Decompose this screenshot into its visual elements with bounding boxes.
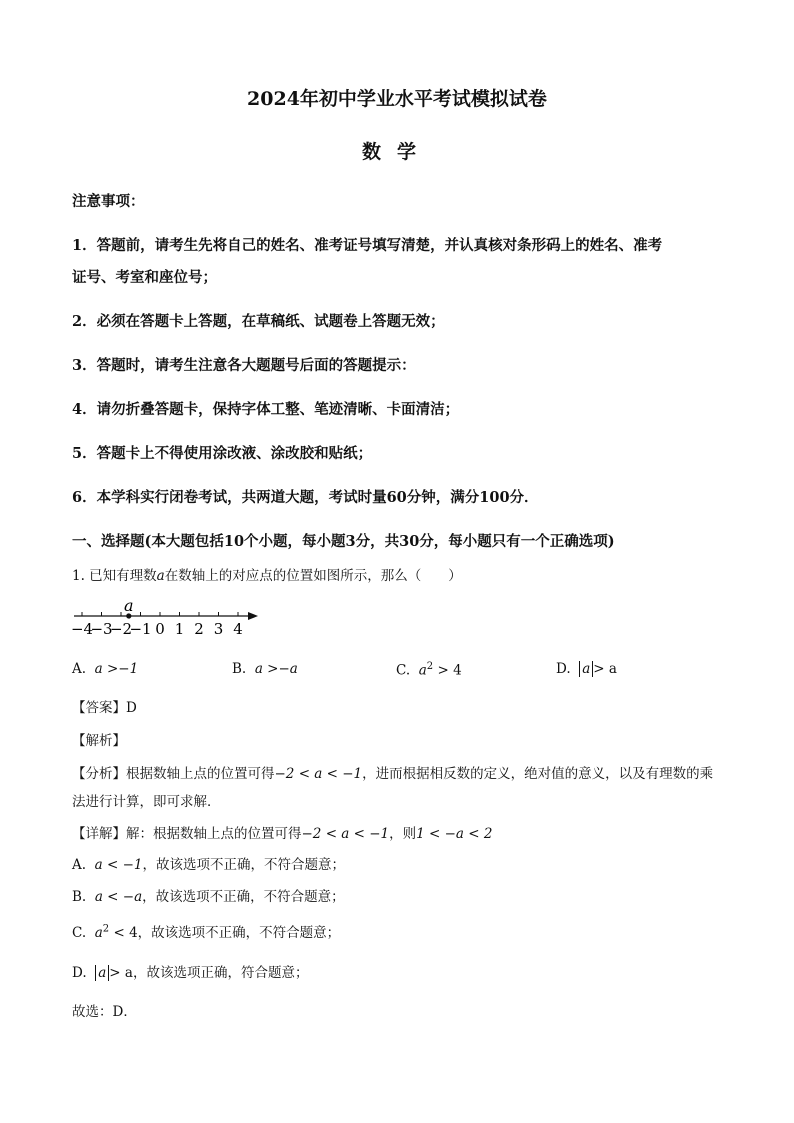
stem-pre: 1. 已知有理数 <box>72 568 157 584</box>
number-line-tick-label: −1 <box>129 620 152 638</box>
number-line-tick-label: 0 <box>155 620 165 638</box>
stem-var: a <box>156 568 165 584</box>
notice-item-4: 4．请勿折叠答题卡，保持字体工整、笔迹清晰、卡面清洁； <box>72 401 460 418</box>
option-d[interactable]: D. a > a <box>556 661 617 677</box>
notice-item-3: 3．答题时，请考生注意各大题题号后面的答题提示： <box>72 357 416 374</box>
number-line-tick-label: −4 <box>70 620 94 638</box>
option-a-expr: a >−1 <box>94 661 139 677</box>
detail-option-a: A. a < −1，故该选项不正确，不符合题意； <box>72 857 345 873</box>
detail-option-b: B. a < −a，故该选项不正确，不符合题意； <box>72 889 345 905</box>
question-stem <box>72 564 462 584</box>
detail-option-d: D. a > a，故该选项正确，符合题意； <box>72 965 309 981</box>
option-a[interactable]: A. a >−1 <box>72 661 139 677</box>
option-b[interactable]: B. a >−a <box>232 661 298 677</box>
analysis-tag: 【解析】 <box>72 733 126 749</box>
fenxi-line-2: 法进行计算，即可求解． <box>72 794 221 810</box>
notice-item-1a: 1．答题前，请考生先将自己的姓名、准考证号填写清楚，并认真核对条形码上的姓名、准考 <box>72 237 663 254</box>
option-b-expr: a >−a <box>254 661 298 677</box>
fenxi-line-1: 【分析】根据数轴上点的位置可得−2 < a < −1，进而根据相反数的定义，绝对值的意义，以及有理数的乘 <box>72 766 714 782</box>
notice-heading: 注意事项： <box>72 193 145 210</box>
page-title: 2024年初中学业水平考试模拟试卷 <box>247 88 547 110</box>
section-heading: 一、选择题(本大题包括10个小题，每小题3分，共30分，每小题只有一个正确选项) <box>72 533 615 550</box>
detail-option-c: C. $a^2 < 4$，故该选项不正确，不符合题意； <box>72 923 341 941</box>
notice-item-5: 5．答题卡上不得使用涂改液、涂改胶和贴纸； <box>72 445 373 462</box>
number-line-tick-label: 3 <box>213 620 224 638</box>
number-line-tick-label: 2 <box>194 620 204 638</box>
number-line-tick-label: −2 <box>109 620 133 638</box>
number-line <box>60 592 270 640</box>
number-line-tick-label: 4 <box>233 620 243 638</box>
arrow-icon <box>248 612 258 620</box>
conclusion: 故选：D． <box>72 1004 137 1020</box>
option-c[interactable]: C. $a^2 > 4$ <box>396 661 462 679</box>
subject-title: 数学 <box>361 141 432 163</box>
notice-item-2: 2．必须在答题卡上答题，在草稿纸、试题卷上答题无效； <box>72 313 445 330</box>
detail-line: 【详解】解：根据数轴上点的位置可得−2 < a < −1，则1 < −a < 2 <box>72 826 493 842</box>
notice-item-1b: 证号、考室和座位号； <box>72 269 217 286</box>
number-line-tick-label: −3 <box>90 620 113 638</box>
notice-item-6: 6．本学科实行闭卷考试，共两道大题，考试时量60分钟，满分100分． <box>72 489 539 506</box>
number-line-tick-label: 1 <box>174 620 185 638</box>
answer-value: D <box>126 700 137 716</box>
answer-tag: 【答案】 <box>72 700 126 716</box>
number-line-point-label: a <box>124 596 134 615</box>
answer-line <box>72 696 137 716</box>
stem-post: 在数轴上的对应点的位置如图所示，那么（ ） <box>164 568 462 584</box>
